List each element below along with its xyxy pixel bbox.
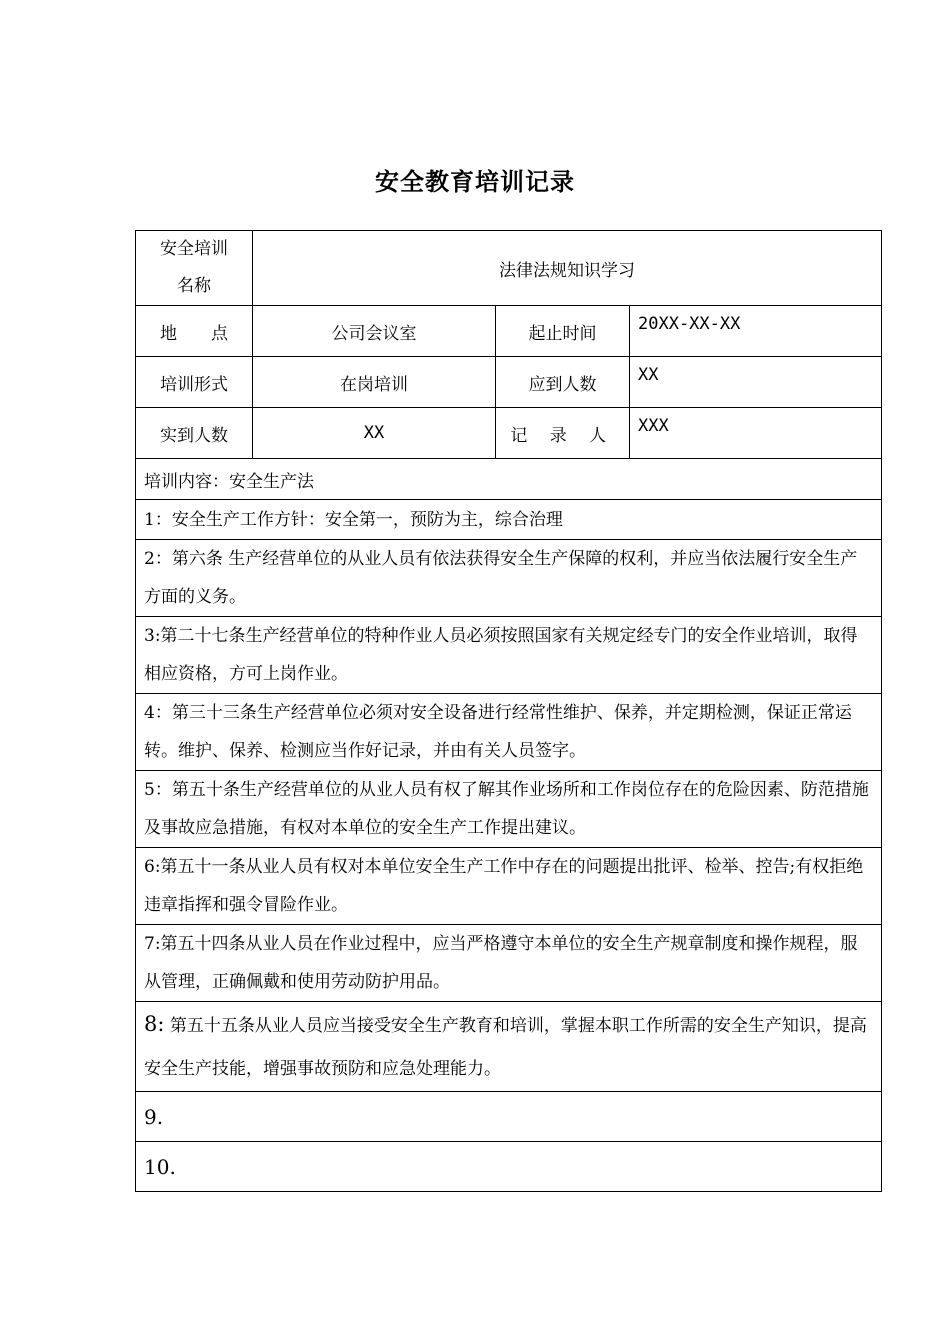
content-item-3 (136, 617, 882, 694)
content-item-text: 10. (136, 1142, 882, 1192)
training-record-table (135, 230, 882, 1192)
value-location: 公司会议室 (253, 306, 496, 357)
item-8-number: 8: (144, 1011, 165, 1036)
content-item-1 (136, 500, 882, 540)
row-content-heading (136, 459, 882, 500)
content-item-text: 4：第三十三条生产经营单位必须对安全设备进行经常性维护、保养，并定期检测，保证正常运转。维护、保养、检测应当作好记录，并由有关人员签字。 (136, 694, 882, 771)
content-item-text (136, 1002, 882, 1092)
content-item-text: 6:第五十一条从业人员有权对本单位安全生产工作中存在的问题提出批评、检举、控告;有权拒绝违章指挥和强令冒险作业。 (136, 848, 882, 925)
label-format: 培训形式 (136, 357, 253, 408)
content-item-text: 7:第五十四条从业人员在作业过程中，应当严格遵守本单位的安全生产规章制度和操作规程，服从管理，正确佩戴和使用劳动防护用品。 (136, 925, 882, 1002)
content-item-8 (136, 1002, 882, 1092)
item-8-text: 第五十五条从业人员应当接受安全生产教育和培训，掌握本职工作所需的安全生产知识，提高安全生产技能，增强事故预防和应急处理能力。 (144, 1015, 867, 1079)
row-actual-recorder (136, 408, 882, 459)
content-item-4 (136, 694, 882, 771)
content-item-text: 9. (136, 1092, 882, 1142)
value-training-name: 法律法规知识学习 (253, 231, 882, 306)
content-item-7 (136, 925, 882, 1002)
value-expected: XX (630, 357, 882, 408)
content-item-text: 3:第二十七条生产经营单位的特种作业人员必须按照国家有关规定经专门的安全作业培训，取得相应资格，方可上岗作业。 (136, 617, 882, 694)
value-recorder: XXX (630, 408, 882, 459)
content-item-text: 1：安全生产工作方针：安全第一，预防为主，综合治理 (136, 500, 882, 540)
document-title: 安全教育培训记录 (375, 168, 575, 196)
label-actual: 实到人数 (136, 408, 253, 459)
label-expected: 应到人数 (496, 357, 630, 408)
label-recorder: 记 录 人 (496, 408, 630, 459)
label-training-name: 安全培训名称 (136, 231, 253, 306)
content-item-6 (136, 848, 882, 925)
value-actual: XX (253, 408, 496, 459)
content-item-10 (136, 1142, 882, 1192)
content-item-2 (136, 540, 882, 617)
label-time: 起止时间 (496, 306, 630, 357)
value-format: 在岗培训 (253, 357, 496, 408)
content-item-text: 2：第六条 生产经营单位的从业人员有依法获得安全生产保障的权利，并应当依法履行安全生产方面的义务。 (136, 540, 882, 617)
row-format-expected (136, 357, 882, 408)
label-location: 地 点 (136, 306, 253, 357)
row-training-name (136, 231, 882, 306)
row-location-time (136, 306, 882, 357)
content-heading: 培训内容：安全生产法 (136, 459, 882, 500)
content-item-5 (136, 771, 882, 848)
content-item-9 (136, 1092, 882, 1142)
value-time: 20XX-XX-XX (630, 306, 882, 357)
content-item-text: 5：第五十条生产经营单位的从业人员有权了解其作业场所和工作岗位存在的危险因素、防范措施及事故应急措施，有权对本单位的安全生产工作提出建议。 (136, 771, 882, 848)
